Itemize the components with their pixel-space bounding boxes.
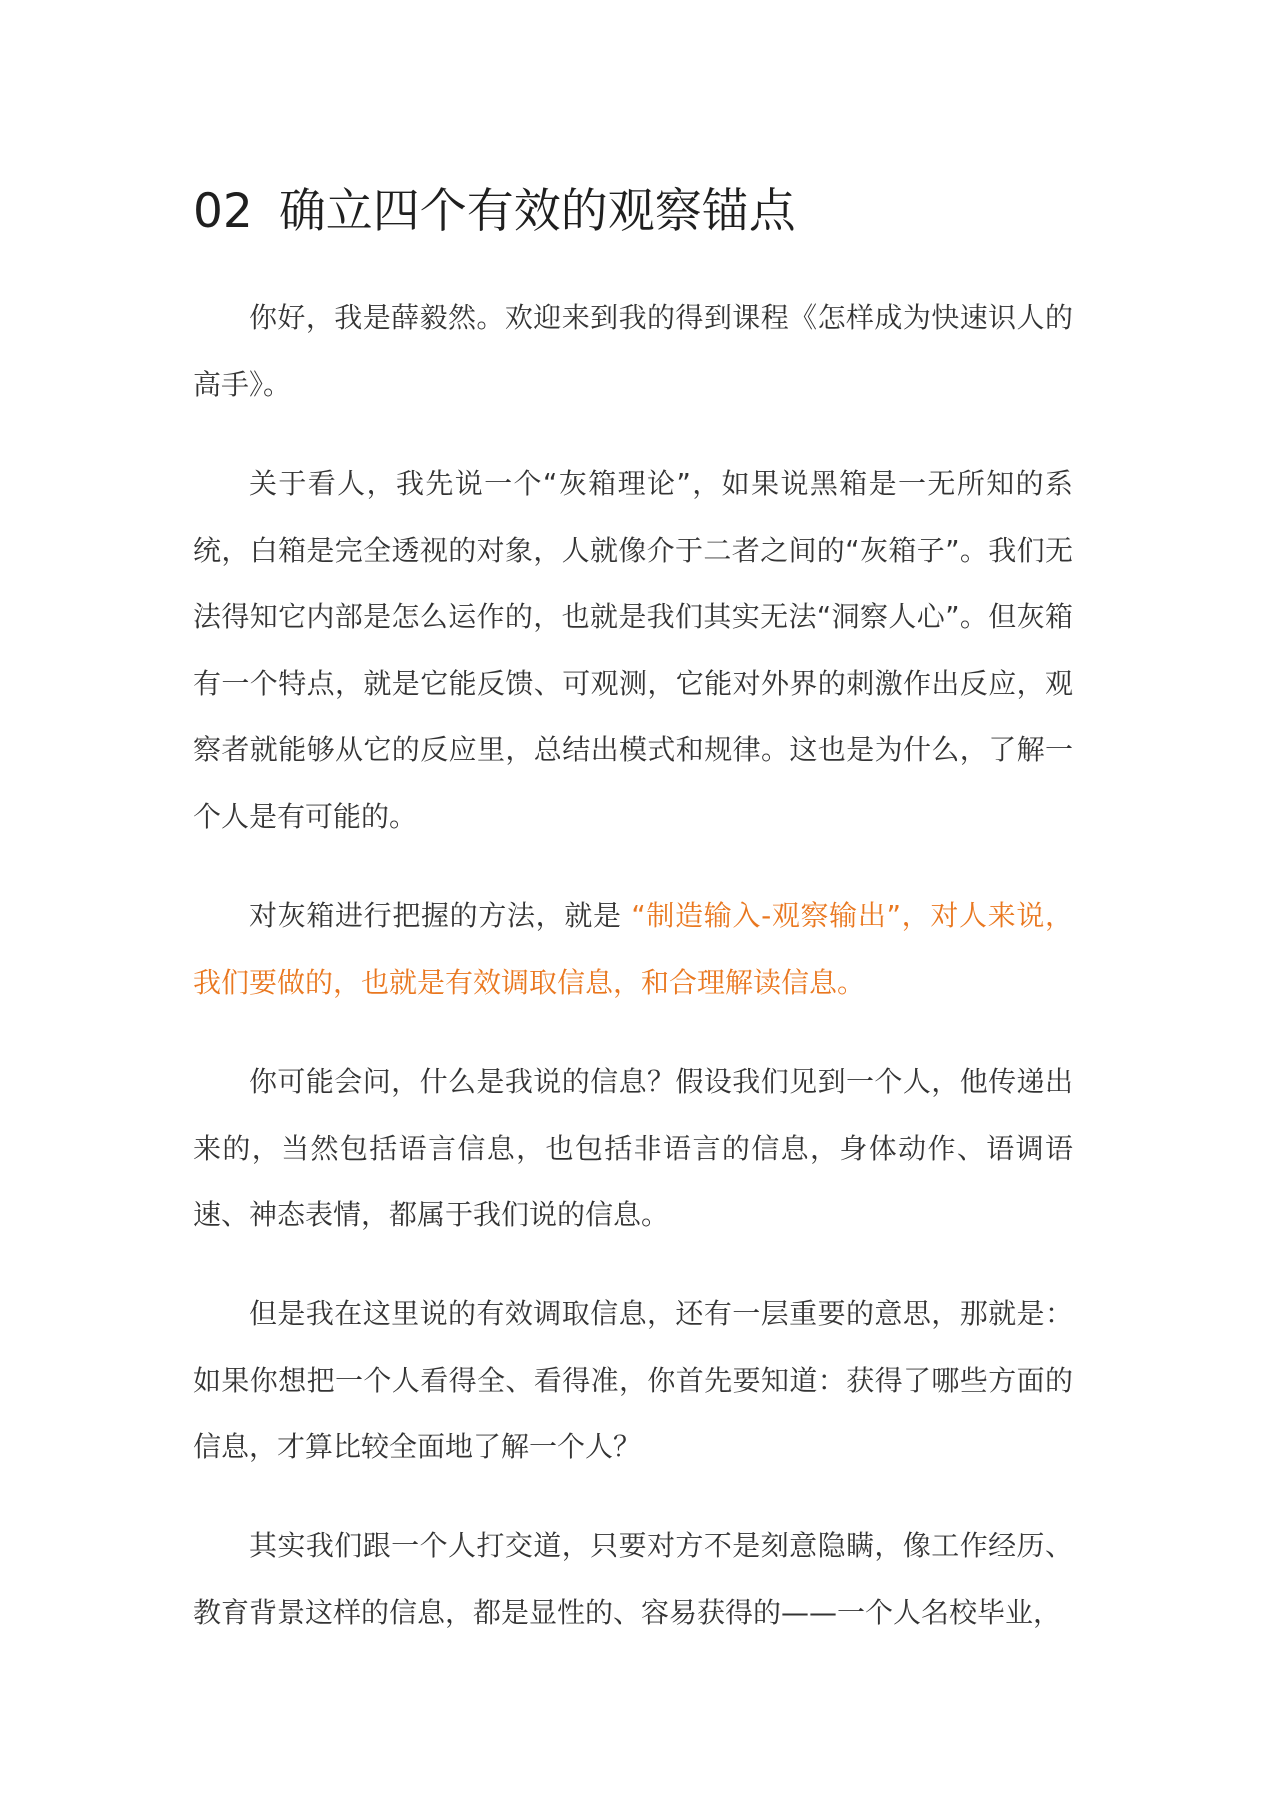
paragraph-gray-box-theory: 关于看人，我先说一个“灰箱理论”，如果说黑箱是一无所知的系统，白箱是完全透视的对象，人就像介于二者之间的“灰箱子”。我们无法得知它内部是怎么运作的，也就是我们其实无法“洞察人心”。但灰箱有一个特点，就是它能反馈、可观测，它能对外界的刺激作出反应，观察者就能够从它的反应里，总结出模式和规律。这也是为什么，了解一个人是有可能的。	[193, 467, 1073, 833]
method-lead-text: 对灰箱进行把握的方法，就是	[249, 899, 622, 932]
document-page	[193, 0, 1073, 1800]
paragraph-explicit-info: 其实我们跟一个人打交道，只要对方不是刻意隐瞒，像工作经历、教育背景这样的信息，都是显性的、容易获得的——一个人名校毕业，	[193, 1529, 1073, 1629]
paragraph-info-question: 你可能会问，什么是我说的信息？假设我们见到一个人，他传递出来的，当然包括语言信息，也包括非语言的信息，身体动作、语调语速、神态表情，都属于我们说的信息。	[193, 1065, 1073, 1231]
paragraph-method	[193, 883, 1073, 1016]
chapter-number: 02	[193, 184, 253, 239]
method-highlight-text: “制造输入-观察输出”，对人来说，我们要做的，也就是有效调取信息，和合理解读信息。	[193, 899, 1073, 999]
page-title	[193, 174, 796, 241]
paragraph-intro: 你好，我是薛毅然。欢迎来到我的得到课程《怎样成为快速识人的高手》。	[193, 301, 1073, 401]
chapter-title: 确立四个有效的观察锚点	[278, 184, 796, 239]
paragraph-deeper-meaning: 但是我在这里说的有效调取信息，还有一层重要的意思，那就是：如果你想把一个人看得全、看得准，你首先要知道：获得了哪些方面的信息，才算比较全面地了解一个人？	[193, 1297, 1073, 1463]
